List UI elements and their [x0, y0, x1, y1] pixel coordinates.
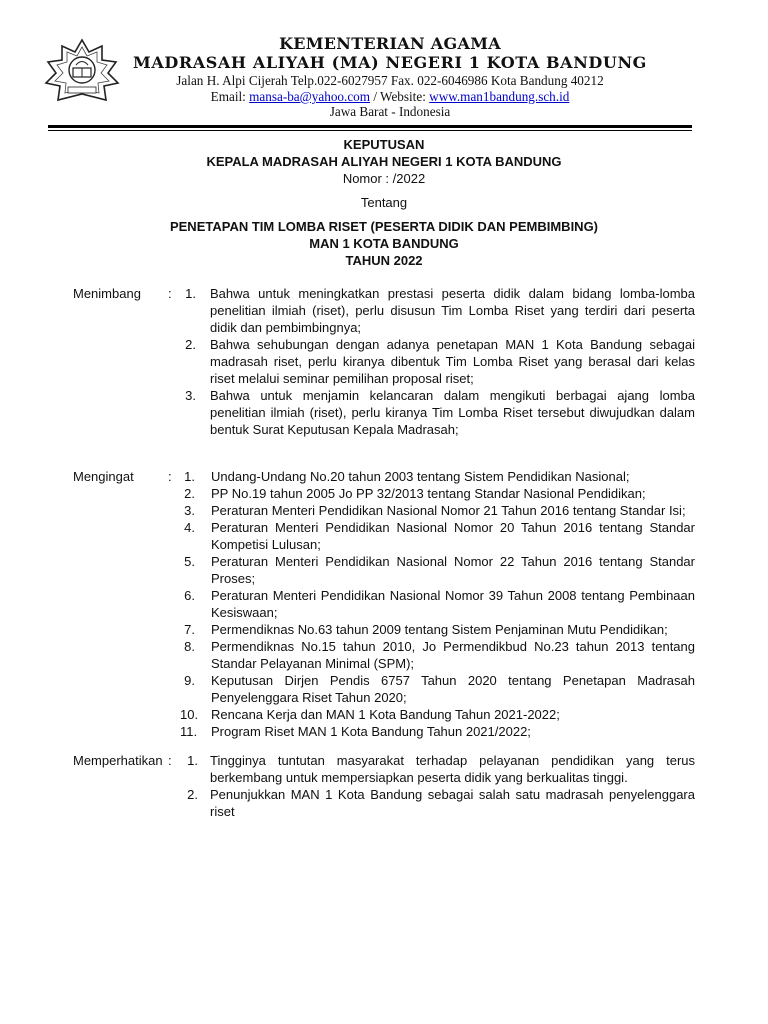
list-item — [180, 519, 695, 553]
list-item — [180, 672, 695, 706]
website-link[interactable]: www.man1bandung.sch.id — [429, 89, 570, 104]
item-text: Peraturan Menteri Pendidikan Nasional Nomor 20 Tahun 2016 tentang Standar Kompetisi Lulusan; — [211, 520, 695, 552]
website-label: / Website: — [370, 89, 430, 104]
ministry-name: KEMENTERIAN AGAMA — [279, 34, 501, 53]
memperhatikan-list — [180, 752, 695, 820]
list-item — [180, 336, 695, 387]
item-number: 2. — [184, 486, 195, 501]
list-item — [180, 638, 695, 672]
list-item — [180, 502, 695, 519]
subject-line-2: MAN 1 KOTA BANDUNG — [309, 236, 459, 251]
contact-line — [110, 89, 670, 105]
list-item — [180, 285, 695, 336]
item-number: 1. — [184, 469, 195, 484]
nomor-line: Nomor : /2022 — [342, 171, 426, 186]
item-text: Peraturan Menteri Pendidikan Nasional Nomor 22 Tahun 2016 tentang Standar Proses; — [211, 554, 695, 586]
subject-line-1: PENETAPAN TIM LOMBA RISET (PESERTA DIDIK DAN PEMBIMBING) — [169, 219, 599, 234]
list-item — [180, 485, 695, 502]
item-text: Permendiknas No.63 tahun 2009 tentang Sistem Penjaminan Mutu Pendidikan; — [211, 622, 668, 637]
mengingat-colon: : — [168, 469, 172, 484]
letterhead-rule-thin — [48, 130, 692, 131]
item-number: 7. — [184, 622, 195, 637]
memperhatikan-label: Memperhatikan — [73, 753, 163, 768]
menimbang-colon: : — [168, 286, 172, 301]
item-number: 9. — [184, 673, 195, 688]
list-item — [180, 553, 695, 587]
item-text: Program Riset MAN 1 Kota Bandung Tahun 2021/2022; — [211, 724, 531, 739]
item-text: Bahwa untuk meningkatkan prestasi peserta didik dalam bidang lomba-lomba penelitian ilmiah (riset), perlu disusun Tim Lomba Riset yang terdiri dari peserta didik dan pembimbingnya; — [210, 286, 695, 335]
item-number: 6. — [184, 588, 195, 603]
item-number: 4. — [184, 520, 195, 535]
issuer-title: KEPALA MADRASAH ALIYAH NEGERI 1 KOTA BANDUNG — [206, 154, 562, 169]
item-number: 3. — [184, 503, 195, 518]
list-item — [180, 587, 695, 621]
mengingat-list — [180, 468, 695, 740]
email-link[interactable]: mansa-ba@yahoo.com — [249, 89, 371, 104]
item-number: 10. — [180, 707, 199, 722]
item-text: Keputusan Dirjen Pendis 6757 Tahun 2020 tentang Penetapan Madrasah Penyelenggara Riset Tahun 2020; — [211, 673, 695, 705]
email-label: Email: — [210, 89, 250, 104]
item-number: 1. — [187, 753, 198, 768]
list-item — [180, 723, 695, 740]
school-name: MADRASAH ALIYAH (MA) NEGERI 1 KOTA BANDUNG — [133, 53, 647, 72]
menimbang-label: Menimbang — [73, 286, 141, 301]
item-text: Peraturan Menteri Pendidikan Nasional Nomor 39 Tahun 2008 tentang Pembinaan Kesiswaan; — [211, 588, 695, 620]
list-item — [180, 706, 695, 723]
item-number: 3. — [185, 388, 196, 403]
item-text: Permendiknas No.15 tahun 2010, Jo Permendikbud No.23 tahun 2013 tentang Standar Pelayanan Minimal (SPM); — [211, 639, 695, 671]
school-address: Jalan H. Alpi Cijerah Telp.022-6027957 Fax. 022-6046986 Kota Bandung 40212 — [176, 73, 604, 88]
item-text: Undang-Undang No.20 tahun 2003 tentang Sistem Pendidikan Nasional; — [211, 469, 630, 484]
list-item — [180, 621, 695, 638]
item-text: Peraturan Menteri Pendidikan Nasional Nomor 21 Tahun 2016 tentang Standar Isi; — [211, 503, 686, 518]
item-text: Tingginya tuntutan masyarakat terhadap pelayanan pendidikan yang terus berkembang untuk mempersiapkan peserta didik yang berkualitas tinggi. — [210, 753, 695, 785]
list-item — [180, 387, 695, 438]
item-text: PP No.19 tahun 2005 Jo PP 32/2013 tentang Standar Nasional Pendidikan; — [211, 486, 646, 501]
item-text: Rencana Kerja dan MAN 1 Kota Bandung Tahun 2021-2022; — [211, 707, 560, 722]
memperhatikan-colon: : — [168, 753, 172, 768]
item-number: 8. — [184, 639, 195, 654]
item-number: 2. — [187, 787, 198, 802]
item-number: 11. — [180, 724, 198, 739]
list-item — [180, 468, 695, 485]
mengingat-label: Mengingat — [73, 469, 134, 484]
item-text: Bahwa sehubungan dengan adanya penetapan MAN 1 Kota Bandung sebagai madrasah riset, perlu kiranya dibentuk Tim Lomba Riset yang berasal dari kelas riset melalui seminar pemilihan proposal riset; — [210, 337, 695, 386]
tentang-line: Tentang — [360, 195, 408, 210]
item-text: Penunjukkan MAN 1 Kota Bandung sebagai salah satu madrasah penyelenggara riset — [210, 787, 695, 819]
item-number: 5. — [184, 554, 195, 569]
item-text: Bahwa untuk menjamin kelancaran dalam mengikuti berbagai ajang lomba penelitian ilmiah (riset), perlu kiranya Tim Lomba Riset tersebut diwujudkan dalam bentuk Surat Keputusan Kepala Madrasah; — [210, 388, 695, 437]
doc-type: KEPUTUSAN — [343, 137, 425, 152]
list-item — [180, 786, 695, 820]
item-number: 2. — [185, 337, 196, 352]
menimbang-list — [180, 285, 695, 438]
region-line: Jawa Barat - Indonesia — [329, 104, 451, 119]
letterhead-rule — [48, 125, 692, 128]
list-item — [180, 752, 695, 786]
subject-line-3: TAHUN 2022 — [345, 253, 423, 268]
item-number: 1. — [185, 286, 196, 301]
